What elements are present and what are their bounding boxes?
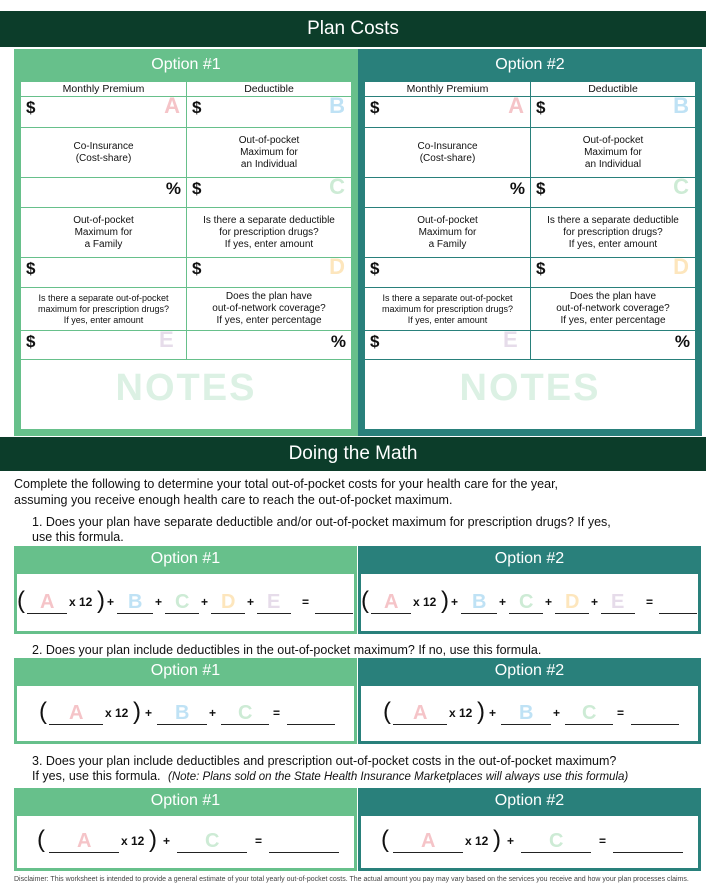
separate-deductible-input[interactable] [530, 254, 696, 288]
out-of-network-input[interactable] [186, 330, 352, 360]
plan-costs-title: Plan Costs [307, 18, 399, 39]
question-2: 2. Does your plan include deductibles in the out-of-pocket maximum? If no, use this formula. [32, 643, 542, 657]
co-insurance-label: Co-Insurance (Cost-share) [20, 127, 187, 178]
letter-c-marker: C [673, 174, 689, 199]
oop-family-label: Out-of-pocket Maximum for a Family [20, 207, 187, 258]
letter-c-marker: C [238, 702, 253, 724]
oop-family-input[interactable] [20, 257, 187, 288]
doing-math-header [0, 437, 706, 471]
option-1-panel [14, 49, 358, 436]
letter-d-marker: D [565, 591, 580, 613]
letter-e-marker: E [611, 591, 625, 613]
plus-sign: + [553, 706, 561, 720]
formula-body [17, 816, 354, 868]
formula-option-title: Option #2 [494, 792, 565, 809]
plus-sign: + [163, 834, 171, 848]
percent-sign: % [330, 332, 346, 351]
letter-c-marker: C [205, 830, 220, 852]
letter-a-marker: A [77, 830, 92, 852]
times-12: x 12 [121, 834, 145, 848]
deductible-label: Deductible [530, 81, 696, 97]
letter-b-marker: B [128, 591, 143, 613]
times-12: x 12 [413, 595, 437, 609]
option-1-grid [20, 81, 352, 430]
paren: ) [493, 826, 501, 853]
formula-1-option-2 [358, 546, 701, 634]
co-insurance-input[interactable] [364, 177, 531, 208]
letter-a-marker: A [384, 591, 399, 613]
formula-body [361, 574, 698, 631]
paren: ( [17, 587, 25, 614]
plus-sign: + [209, 706, 217, 720]
separate-oop-rx-label: Is there a separate out-of-pocket maximum for prescription drugs? If yes, enter amount [364, 287, 531, 331]
dollar-sign: $ [26, 98, 36, 117]
option-1-title: Option #1 [151, 56, 221, 73]
dollar-sign: $ [192, 259, 202, 278]
percent-sign: % [674, 332, 690, 351]
oop-individual-label: Out-of-pocket Maximum for an Individual [186, 127, 352, 178]
equals-sign: = [255, 834, 263, 848]
dollar-sign: $ [192, 98, 202, 117]
blank-total[interactable] [631, 724, 679, 725]
deductible-input[interactable] [530, 93, 696, 128]
formula-option-title: Option #2 [494, 662, 565, 679]
dollar-sign: $ [536, 98, 546, 117]
dollar-sign: $ [26, 332, 36, 351]
times-12: x 12 [465, 834, 489, 848]
times-12: x 12 [69, 595, 93, 609]
separate-deductible-label: Is there a separate deductible for prescription drugs? If yes, enter amount [186, 207, 352, 258]
paren: ) [97, 587, 105, 614]
blank-total[interactable] [659, 613, 697, 614]
separate-oop-rx-label: Is there a separate out-of-pocket maximum for prescription drugs? If yes, enter amount [20, 287, 187, 331]
formula-2-option-1 [14, 658, 357, 744]
times-12: x 12 [105, 706, 129, 720]
plus-sign: + [591, 595, 599, 609]
out-of-network-label: Does the plan have out-of-network coverage? If yes, enter percentage [530, 287, 696, 331]
dollar-sign: $ [536, 179, 546, 198]
plus-sign: + [451, 595, 459, 609]
blank-total[interactable] [315, 613, 353, 614]
separate-oop-rx-input[interactable] [364, 327, 531, 360]
equals-sign: = [273, 706, 281, 720]
co-insurance-input[interactable] [20, 177, 187, 208]
equals-sign: = [302, 595, 310, 609]
letter-b-marker: B [472, 591, 487, 613]
letter-b-marker: B [673, 93, 689, 118]
letter-b-marker: B [519, 702, 534, 724]
plus-sign: + [545, 595, 553, 609]
paren: ) [133, 698, 141, 725]
plus-sign: + [499, 595, 507, 609]
dollar-sign: $ [26, 259, 36, 278]
paren: ( [381, 826, 389, 853]
formula-option-title: Option #2 [494, 550, 565, 567]
blank-total[interactable] [613, 852, 683, 853]
dollar-sign: $ [370, 332, 380, 351]
percent-sign: % [165, 179, 181, 198]
formula-body [361, 816, 698, 868]
formula-option-title: Option #1 [150, 550, 221, 567]
plan-costs-header [0, 11, 706, 47]
monthly-premium-input[interactable] [20, 93, 187, 128]
formula-option-title: Option #1 [150, 792, 221, 809]
separate-oop-rx-input[interactable] [20, 327, 187, 360]
letter-b-marker: B [329, 93, 345, 118]
formula-option-title: Option #1 [150, 662, 221, 679]
letter-c-marker: C [175, 591, 190, 613]
paren: ( [361, 587, 369, 614]
doing-math-title: Doing the Math [288, 443, 418, 464]
paren: ) [149, 826, 157, 853]
letter-b-marker: B [175, 702, 190, 724]
letter-a-marker: A [164, 93, 180, 118]
letter-d-marker: D [221, 591, 236, 613]
paren: ( [39, 698, 47, 725]
letter-c-marker: C [519, 591, 534, 613]
formula-body [17, 686, 354, 741]
option-2-grid [364, 81, 696, 430]
q3-note: (Note: Plans sold on the State Health Insurance Marketplaces will always use this formula) [168, 771, 629, 783]
dollar-sign: $ [192, 179, 202, 198]
oop-family-input[interactable] [364, 257, 531, 288]
notes-watermark: NOTES [459, 367, 601, 409]
formula-body [17, 574, 354, 631]
notes-watermark: NOTES [115, 367, 257, 409]
plus-sign: + [107, 595, 115, 609]
letter-e-marker: E [159, 327, 174, 352]
question-1: 1. Does your plan have separate deductible and/or out-of-pocket maximum for prescription drugs? If yes, use this formula. [32, 515, 611, 544]
formula-body [361, 686, 698, 741]
letter-c-marker: C [582, 702, 597, 724]
question-3: 3. Does your plan include deductibles and prescription out-of-pocket costs in the out-of-pocket maximum? If yes, use this formula. (Note: Plans sold on the State Health Insurance Marketplaces will always use this formula) [32, 754, 629, 783]
formula-3-option-1 [14, 788, 357, 871]
formula-2-option-2 [358, 658, 701, 744]
equals-sign: = [646, 595, 654, 609]
dollar-sign: $ [370, 98, 380, 117]
letter-d-marker: D [673, 254, 689, 279]
paren: ) [441, 587, 449, 614]
plus-sign: + [489, 706, 497, 720]
blank-total[interactable] [269, 852, 339, 853]
formula-1-option-1 [14, 546, 357, 634]
plus-sign: + [145, 706, 153, 720]
equals-sign: = [617, 706, 625, 720]
plus-sign: + [155, 595, 163, 609]
option-2-panel [358, 49, 702, 436]
monthly-premium-label: Monthly Premium [20, 81, 187, 97]
blank-total[interactable] [287, 724, 335, 725]
formula-3-option-2 [358, 788, 701, 871]
letter-e-marker: E [503, 327, 518, 352]
letter-c-marker: C [549, 830, 564, 852]
oop-individual-input[interactable] [530, 174, 696, 208]
deductible-input[interactable] [186, 93, 352, 128]
letter-a-marker: A [40, 591, 55, 613]
paren: ( [383, 698, 391, 725]
monthly-premium-input[interactable] [364, 93, 531, 128]
plus-sign: + [201, 595, 209, 609]
paren: ) [477, 698, 485, 725]
plus-sign: + [507, 834, 515, 848]
separate-deductible-label: Is there a separate deductible for prescription drugs? If yes, enter amount [530, 207, 696, 258]
equals-sign: = [599, 834, 607, 848]
co-insurance-label: Co-Insurance (Cost-share) [364, 127, 531, 178]
letter-c-marker: C [329, 174, 345, 199]
dollar-sign: $ [536, 259, 546, 278]
footer-disclaimer: Disclaimer: This worksheet is intended to provide a general estimate of your total yearly out-of-pocket costs. The actual amount you pay may vary based on the services you receive and how your plan processes claims. [14, 876, 689, 883]
letter-a-marker: A [421, 830, 436, 852]
letter-e-marker: E [267, 591, 281, 613]
intro-text: Complete the following to determine your total out-of-pocket costs for your health care for the year, assuming you receive enough health care to reach the out-of-pocket maximum. [14, 477, 559, 507]
dollar-sign: $ [370, 259, 380, 278]
times-12: x 12 [449, 706, 473, 720]
oop-family-label: Out-of-pocket Maximum for a Family [364, 207, 531, 258]
oop-individual-label: Out-of-pocket Maximum for an Individual [530, 127, 696, 178]
option-2-title: Option #2 [495, 56, 565, 73]
letter-a-marker: A [508, 93, 524, 118]
out-of-network-input[interactable] [530, 330, 696, 360]
separate-deductible-input[interactable] [186, 254, 352, 288]
letter-a-marker: A [69, 702, 84, 724]
deductible-label: Deductible [186, 81, 352, 97]
oop-individual-input[interactable] [186, 174, 352, 208]
letter-a-marker: A [413, 702, 428, 724]
percent-sign: % [509, 179, 525, 198]
plus-sign: + [247, 595, 255, 609]
out-of-network-label: Does the plan have out-of-network coverage? If yes, enter percentage [186, 287, 352, 331]
paren: ( [37, 826, 45, 853]
monthly-premium-label: Monthly Premium [364, 81, 531, 97]
letter-d-marker: D [329, 254, 345, 279]
